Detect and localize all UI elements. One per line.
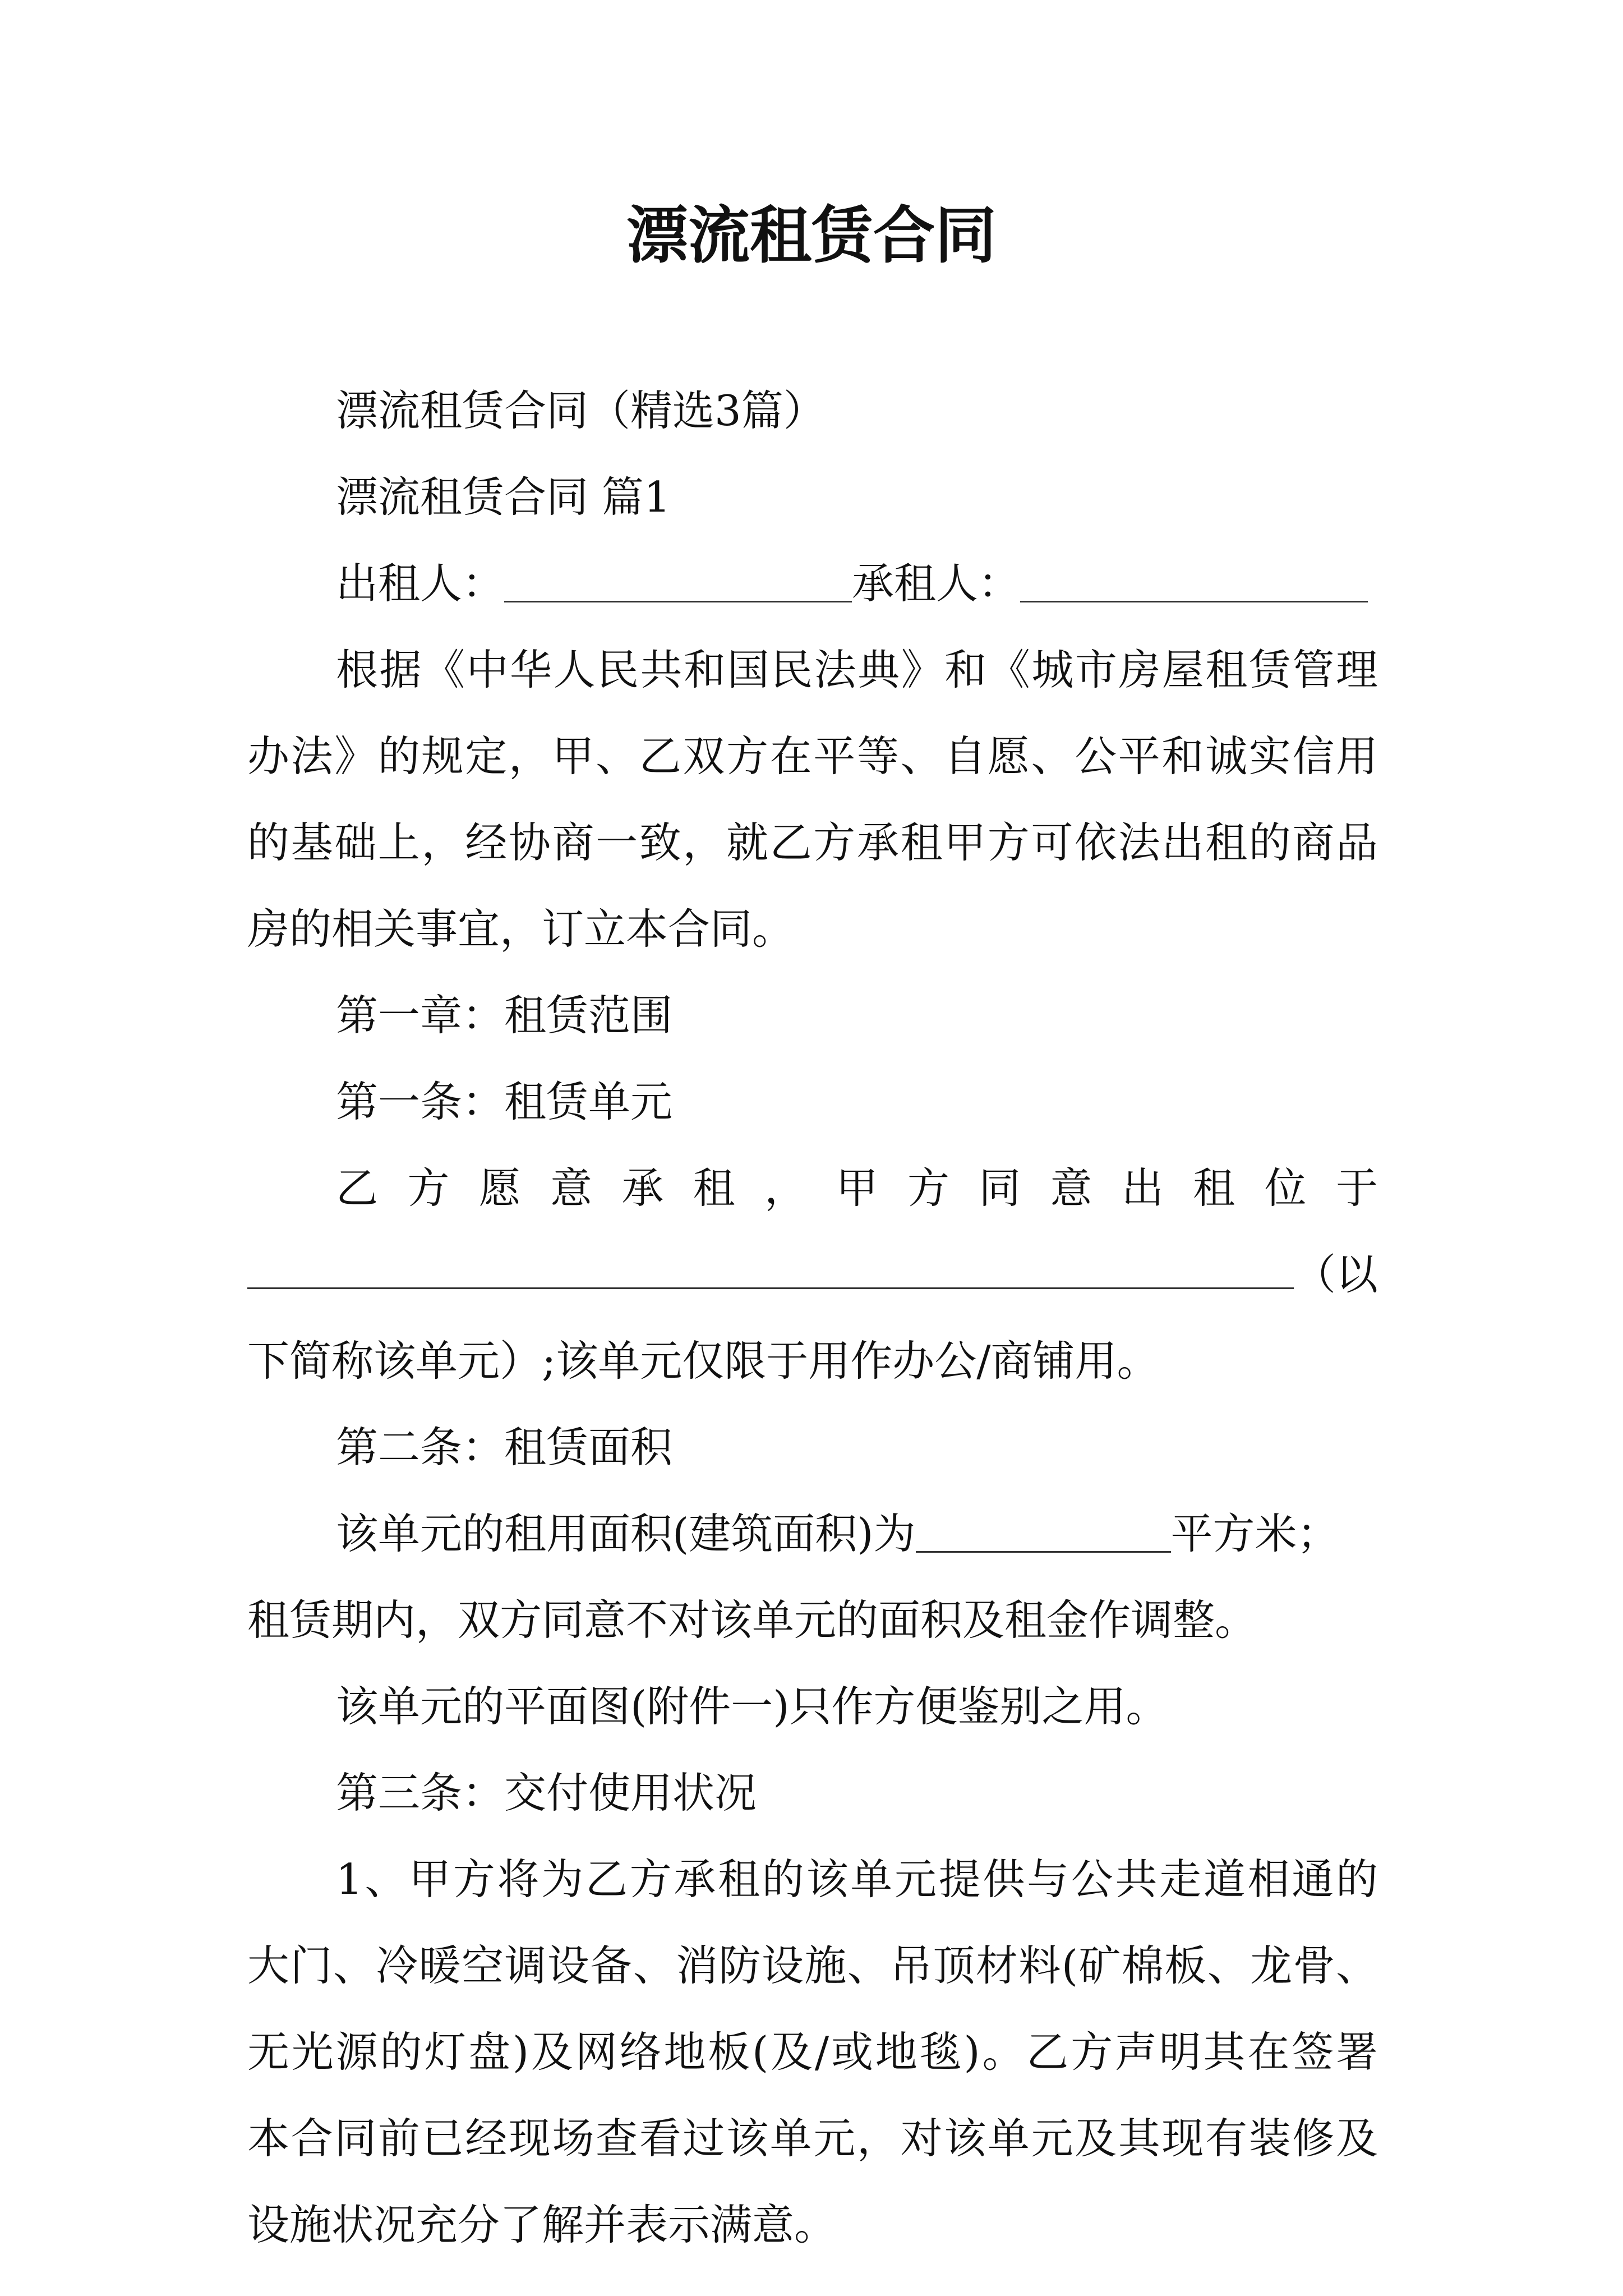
lessee-label: 承租人：	[852, 559, 1021, 608]
lessor-blank	[504, 567, 852, 602]
article1-line-1: 乙方愿意承租，甲方同意出租位于	[336, 1163, 1378, 1213]
area-blank	[916, 1517, 1171, 1553]
location-blank	[247, 1254, 1294, 1289]
article3-line-5: 设施状况充分了解并表示满意。	[247, 2200, 837, 2249]
document-title: 漂流租赁合同	[626, 199, 997, 272]
lessee-blank	[1020, 567, 1368, 602]
article1-heading: 第一条：租赁单元	[336, 1077, 673, 1126]
preamble-line-4: 房的相关事宜，订立本合同。	[247, 904, 795, 954]
article2-heading: 第二条：租赁面积	[336, 1423, 673, 1472]
parties-line	[247, 540, 1378, 627]
article2-line-3: 该单元的平面图(附件一)只作方便鉴别之用。	[336, 1682, 1168, 1731]
article2-line-2: 租赁期内，双方同意不对该单元的面积及租金作调整。	[247, 1595, 1257, 1645]
article1-line-3: 下简称该单元）;该单元仅限于用作办公/商铺用。	[247, 1336, 1159, 1386]
area-suffix: 平方米；	[1170, 1509, 1339, 1558]
document-body	[247, 367, 1378, 2268]
article3-line-4: 本合同前已经现场查看过该单元，对该单元及其现有装修及	[247, 2114, 1378, 2163]
article3-line-3: 无光源的灯盘)及网络地板(及/或地毯)。乙方声明其在签署	[247, 2027, 1378, 2077]
article3-heading: 第三条：交付使用状况	[336, 1768, 757, 1818]
chapter-heading: 第一章：租赁范围	[336, 991, 673, 1040]
lessor-label: 出租人：	[336, 559, 505, 608]
preamble-line-2: 办法》的规定，甲、乙双方在平等、自愿、公平和诚实信用	[247, 731, 1378, 781]
article2-line-1	[247, 1490, 1378, 1577]
area-prefix: 该单元的租用面积(建筑面积)为	[336, 1509, 916, 1558]
article3-line-1: 1、甲方将为乙方承租的该单元提供与公共走道相通的	[336, 1855, 1378, 1904]
article3-line-2: 大门、冷暖空调设备、消防设施、吊顶材料(矿棉板、龙骨、	[247, 1941, 1378, 1990]
preamble-line-3: 的基础上，经协商一致，就乙方承租甲方可依法出租的商品	[247, 818, 1378, 867]
part-title: 漂流租赁合同 篇1	[336, 472, 671, 522]
collection-title: 漂流租赁合同（精选3篇）	[336, 386, 826, 435]
article1-line-2	[247, 1231, 1378, 1318]
preamble-line-1: 根据《中华人民共和国民法典》和《城市房屋租赁管理	[336, 645, 1378, 694]
article1-line-2-suffix: （以	[1293, 1250, 1378, 1299]
